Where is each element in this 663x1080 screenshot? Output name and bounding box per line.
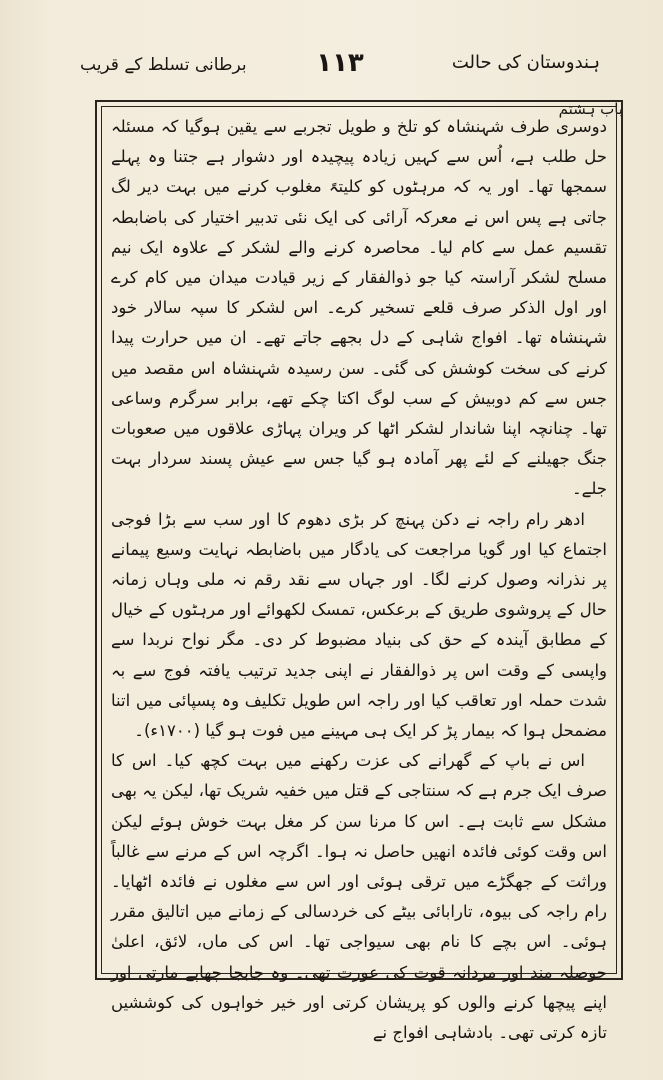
text-frame [95,100,623,1043]
body-text [111,112,607,1043]
paragraph-1: دوسری طرف شہنشاہ کو تلخ و طویل تجربے سے یقین ہوگیا کہ مسئلہ حل طلب ہے، اُس سے کہیں زیادہ پیچیدہ اور دشوار ہے جتنا وہ پہلے سمجھا تھا۔ اور یہ کہ مرہٹوں کو کلیتہً مغلوب کرنے میں بہت دیر لگ جاتی ہے پس اس نے معرکہ آرائی کی ایک نئی تدبیر اختیار کی باضابطہ تقسیم عمل سے کام لیا۔ محاصرہ کرنے والے لشکر کے علاوہ ایک نیم مسلح لشکر آراستہ کیا جو ذوالفقار کے زیر قیادت میدان میں کام کرے اور اول الذکر صرف قلعے تسخیر کرے۔ اس لشکر کا سپہ سالار خود شہنشاہ تھا۔ افواج شاہی کے دل بجھے جاتے تھے۔ ان میں حرارت پیدا کرنے کی سخت کوشش کی گئی۔ سن رسیدہ شہنشاہ اس مقصد میں جس سے کم دوبیش کے سب لوگ اکتا چکے تھے، برابر سرگرم وساعی تھا۔ چنانچہ اپنا شاندار لشکر اٹھا کر ویران پہاڑی علاقوں میں صعوبات جنگ جھیلنے کے لئے پھر آمادہ ہو گیا جس سے عیش پسند سردار بہت جلے۔ [111,117,607,499]
header-right-title: برطانی تسلط کے قریب [80,55,247,75]
header-left-title: ہندوستان کی حالت [451,52,600,73]
page-number: ۱۱۳ [316,48,364,78]
chapter-tag: باب ہشتم [558,100,623,118]
paragraph-3: اس نے باپ کے گھرانے کی عزت رکھنے میں بہت کچھ کیا۔ اس کا صرف ایک جرم ہے کہ سنتاجی کے قتل میں خفیہ شریک تھا، لیکن یہ بھی مشکل سے ثابت ہے۔ اس کا مرنا سن کر مغل بہت خوش ہوئے لیکن اس وقت کوئی فائدہ انھیں حاصل نہ ہوا۔ اگرچہ اس کے مرنے سے غالباً وراثت کے جھگڑے میں ترقی ہوئی اور اس سے مغلوں نے فائدہ اٹھایا۔ رام راجہ کی بیوہ، تارابائی بیٹے کی خردسالی کے زمانے میں اتالیق مقرر ہوئی۔ اس بچے کا نام بھی سیواجی تھا۔ اس کی ماں، لائق، اعلیٰ حوصلہ مند اور مردانہ قوت کی عورت تھی۔ وہ جابجا چھاپے مارتی اور اپنے پیچھا کرنے والوں کو پریشان کرتی اور خیر خواہوں کی کوششیں تازہ کرتی تھی۔ بادشاہی افواج نے [111,751,607,1043]
running-header [80,48,600,88]
paragraph-2: ادھر رام راجہ نے دکن پہنچ کر بڑی دھوم کا اور سب سے بڑا فوجی اجتماع کیا اور گویا مراجعت کی یادگار میں باضابطہ نہایت وسیع پیمانے پر نذرانہ وصول کرنے لگا۔ اور جہاں سے نقد رقم نہ ملی وہاں زمانہ حال کے پروشوی طریق کے برعکس، تمسک لکھوائے اور مرہٹوں کے خیال کے مطابق آیندہ کے حق کی بنیاد مضبوط کر دی۔ مگر نواح نربدا سے واپسی کے وقت اس پر ذوالفقار نے اپنی جدید ترتیب یافتہ فوج سے بہ شدت حملہ اور تعاقب کیا اور راجہ اس طویل تکلیف وہ پسپائی میں اتنا مضمحل ہوا کہ بیمار پڑ کر ایک ہی مہینے میں فوت ہو گیا (۱۷۰۰ء)۔ [111,509,607,741]
